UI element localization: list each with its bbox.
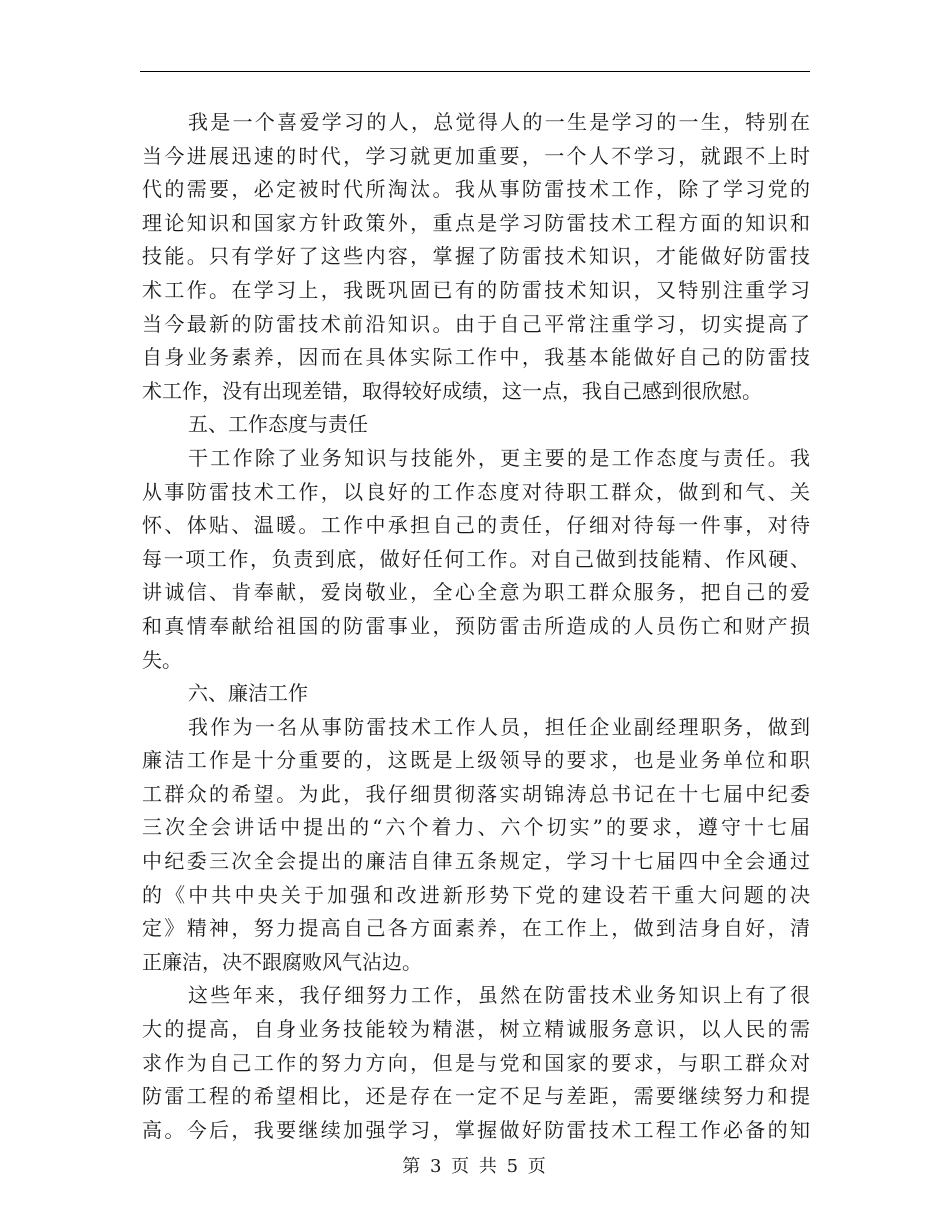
text-line: 高。今后，我要继续加强学习，掌握做好防雷技术工程工作必备的知 bbox=[142, 1117, 810, 1142]
text-line: 从事防雷技术工作，以良好的工作态度对待职工群众，做到和气、关 bbox=[142, 479, 810, 504]
text-line: 正廉洁，决不跟腐败风气沾边。 bbox=[142, 949, 422, 974]
text-line: 我作为一名从事防雷技术工作人员，担任企业副经理职务，做到 bbox=[188, 714, 810, 739]
text-line: 廉洁工作是十分重要的，这既是上级领导的要求，也是业务单位和职 bbox=[142, 748, 810, 773]
text-line: 这些年来，我仔细努力工作，虽然在防雷技术业务知识上有了很 bbox=[188, 983, 810, 1008]
text-line: 中纪委三次全会提出的廉洁自律五条规定，学习十七届四中全会通过 bbox=[142, 849, 810, 874]
header-rule bbox=[140, 71, 810, 72]
text-line: 求作为自己工作的努力方向，但是与党和国家的要求，与职工群众对 bbox=[142, 1050, 810, 1075]
text-line: 大的提高，自身业务技能较为精湛，树立精诚服务意识，以人民的需 bbox=[142, 1017, 810, 1042]
text-line: 定》精神，努力提高自己各方面素养，在工作上，做到洁身自好，清 bbox=[142, 916, 810, 941]
text-line: 我是一个喜爱学习的人，总觉得人的一生是学习的一生，特别在 bbox=[188, 110, 810, 134]
text-line: 每一项工作，负责到底，做好任何工作。对自己做到技能精、作风硬、 bbox=[142, 546, 810, 571]
text-line: 当今最新的防雷技术前沿知识。由于自己平常注重学习，切实提高了 bbox=[142, 311, 810, 336]
text-line: 当今进展迅速的时代，学习就更加重要，一个人不学习，就跟不上时 bbox=[142, 143, 810, 168]
text-line: 工群众的希望。为此，我仔细贯彻落实胡锦涛总书记在十七届中纪委 bbox=[142, 781, 810, 806]
text-line: 理论知识和国家方针政策外，重点是学习防雷技术工程方面的知识和 bbox=[142, 210, 810, 235]
text-line: 防雷工程的希望相比，还是存在一定不足与差距，需要继续努力和提 bbox=[142, 1084, 810, 1109]
text-line: 失。 bbox=[142, 647, 182, 672]
section-heading: 五、工作态度与责任 bbox=[188, 412, 368, 437]
page-footer: 第 3 页 共 5 页 bbox=[402, 1156, 548, 1177]
text-line: 三次全会讲话中提出的“六个着力、六个切实”的要求，遵守十七届 bbox=[142, 815, 810, 840]
text-line: 术工作。在学习上，我既巩固已有的防雷技术知识，又特别注重学习 bbox=[142, 277, 810, 302]
text-line: 干工作除了业务知识与技能外，更主要的是工作态度与责任。我 bbox=[188, 445, 810, 470]
text-line: 的《中共中央关于加强和改进新形势下党的建设若干重大问题的决 bbox=[142, 882, 810, 907]
text-line: 和真情奉献给祖国的防雷事业，预防雷击所造成的人员伤亡和财产损 bbox=[142, 613, 810, 638]
text-line: 自身业务素养，因而在具体实际工作中，我基本能做好自己的防雷技 bbox=[142, 345, 810, 370]
document-body bbox=[142, 106, 810, 1147]
text-line: 讲诚信、肯奉献，爱岗敬业，全心全意为职工群众服务，把自己的爱 bbox=[142, 580, 810, 605]
text-line: 代的需要，必定被时代所淘汰。我从事防雷技术工作，除了学习党的 bbox=[142, 177, 810, 202]
text-line: 术工作，没有出现差错，取得较好成绩，这一点，我自己感到很欣慰。 bbox=[142, 378, 762, 403]
section-heading: 六、廉洁工作 bbox=[188, 681, 308, 706]
text-line: 技能。只有学好了这些内容，掌握了防雷技术知识，才能做好防雷技 bbox=[142, 244, 810, 269]
text-line: 怀、体贴、温暖。工作中承担自己的责任，仔细对待每一件事，对待 bbox=[142, 513, 810, 538]
